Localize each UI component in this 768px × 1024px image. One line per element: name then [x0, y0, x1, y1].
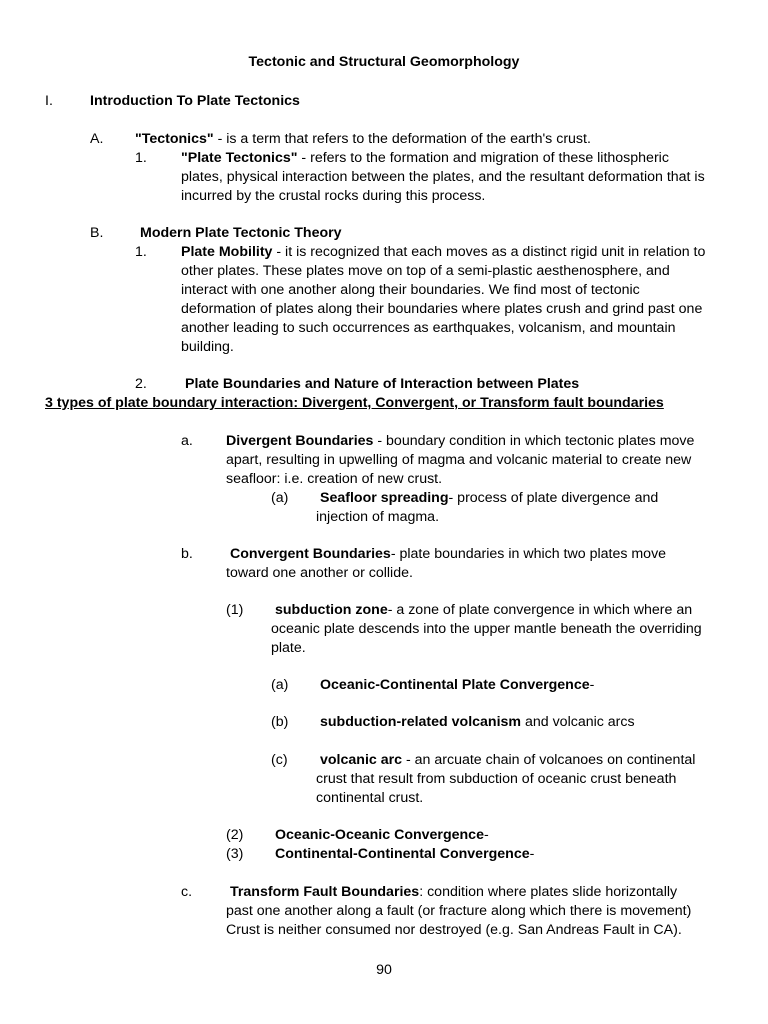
term-oceanic-oceanic: Oceanic-Oceanic Convergence [275, 827, 484, 843]
term-divergent: Divergent Boundaries [226, 433, 374, 449]
item-c-line1 [230, 883, 677, 902]
text-span: - plate boundaries in which two plates move [390, 546, 667, 562]
text-span: - [589, 677, 595, 693]
item-b1b-text [320, 713, 635, 732]
item-b3-text [275, 845, 534, 864]
section-number: I. [45, 93, 53, 109]
text-span: - it is recognized that each moves as a distinct rigid unit in relation to [272, 244, 706, 260]
text-span: - boundary condition in which tectonic plates move [373, 433, 695, 449]
item-B2-number: 2. [135, 376, 147, 392]
item-b1-label: (1) [226, 602, 244, 618]
text-span: : condition where plates slide horizontally [419, 884, 678, 900]
item-b1-line3: plate. [271, 640, 306, 656]
item-c-line3: Crust is neither consumed nor destroyed (e.g. San Andreas Fault in CA). [226, 922, 682, 938]
definition-tectonics: - is a term that refers to the deformation of the earth's crust. [213, 131, 591, 147]
item-B1-line2: other plates. These plates move on top of a semi-plastic aesthenosphere, and [181, 263, 670, 279]
term-subduction-volcanism: subduction-related volcanism [320, 714, 522, 730]
item-A1-line2: plates, physical interaction between the plates, and the resultant deformation that is [181, 169, 705, 185]
item-b-line2: toward one another or collide. [226, 565, 413, 581]
term-plate-tectonics: "Plate Tectonics" [181, 150, 298, 166]
term-convergent: Convergent Boundaries [230, 546, 391, 562]
item-A1-line1 [181, 149, 669, 168]
item-c-line2: past one another along a fault (or fracture along which there is movement) [226, 903, 692, 919]
term-oceanic-continental: Oceanic-Continental Plate Convergence [320, 677, 590, 693]
item-b1c-label: (c) [271, 752, 288, 768]
text-span: - refers to the formation and migration of these lithospheric [297, 150, 669, 166]
item-B1-line3: interact with one another along their boundaries. We find most of tectonic [181, 282, 640, 298]
item-B-heading: Modern Plate Tectonic Theory [140, 225, 342, 241]
item-B1-line6: building. [181, 339, 234, 355]
types-line [45, 394, 664, 413]
item-letter-a: a. [181, 433, 193, 449]
term-tectonics: "Tectonics" [135, 131, 214, 147]
item-A1-number: 1. [135, 150, 147, 166]
term-plate-mobility: Plate Mobility [181, 244, 273, 260]
term-seafloor-spreading: Seafloor spreading [320, 490, 449, 506]
page-number: 90 [376, 962, 392, 978]
text-span: - [529, 846, 535, 862]
text-span: - [483, 827, 489, 843]
item-B1-line1 [181, 243, 705, 262]
item-b1-line1 [275, 601, 692, 620]
item-B2-heading: Plate Boundaries and Nature of Interaction between Plates [185, 376, 580, 392]
item-a-line3: seafloor: i.e. creation of new crust. [226, 471, 443, 487]
text-span: and volcanic arcs [521, 714, 635, 730]
text-span: - a zone of plate convergence in which where an [387, 602, 693, 618]
item-a-sub-label: (a) [271, 490, 289, 506]
term-subduction-zone: subduction zone [275, 602, 388, 618]
item-b1c-line1 [320, 751, 695, 770]
item-b2-text [275, 826, 489, 845]
item-b1-line2: oceanic plate descends into the upper mantle beneath the overriding [271, 621, 702, 637]
term-transform-fault: Transform Fault Boundaries [230, 884, 420, 900]
item-b1a-label: (a) [271, 677, 289, 693]
item-b3-label: (3) [226, 846, 244, 862]
item-B1-line4: deformation of plates along their boundaries where plates crush and grind past one [181, 301, 703, 317]
item-letter-B: B. [90, 225, 104, 241]
item-letter-c: c. [181, 884, 193, 900]
item-a-line2: apart, resulting in upwelling of magma and volcanic material to create new [226, 452, 692, 468]
item-B1-number: 1. [135, 244, 147, 260]
item-letter-A: A. [90, 131, 104, 147]
term-continental-continental: Continental-Continental Convergence [275, 846, 530, 862]
term-volcanic-arc: volcanic arc [320, 752, 403, 768]
types-line-text: 3 types of plate boundary interaction: Divergent, Convergent, or Transform fault boundaries [45, 395, 664, 411]
item-b1c-line3: continental crust. [316, 790, 424, 806]
item-a-line1 [226, 432, 694, 451]
item-a-sub-line2: injection of magma. [316, 509, 440, 525]
item-b1c-line2: crust that result from subduction of oceanic crust beneath [316, 771, 677, 787]
item-b2-label: (2) [226, 827, 244, 843]
item-A-text [135, 130, 591, 149]
page-title: Tectonic and Structural Geomorphology [248, 54, 520, 70]
item-b1b-label: (b) [271, 714, 289, 730]
text-span: - an arcuate chain of volcanoes on continental [402, 752, 696, 768]
item-b-line1 [230, 545, 666, 564]
item-A1-line3: incurred by the crustal rocks during this process. [181, 188, 486, 204]
text-span: - process of plate divergence and [448, 490, 659, 506]
section-heading: Introduction To Plate Tectonics [90, 93, 300, 109]
item-B1-line5: another leading to such occurrences as earthquakes, volcanism, and mountain [181, 320, 676, 336]
item-b1a-text [320, 676, 594, 695]
item-letter-b: b. [181, 546, 193, 562]
item-a-sub-line1 [320, 489, 658, 508]
